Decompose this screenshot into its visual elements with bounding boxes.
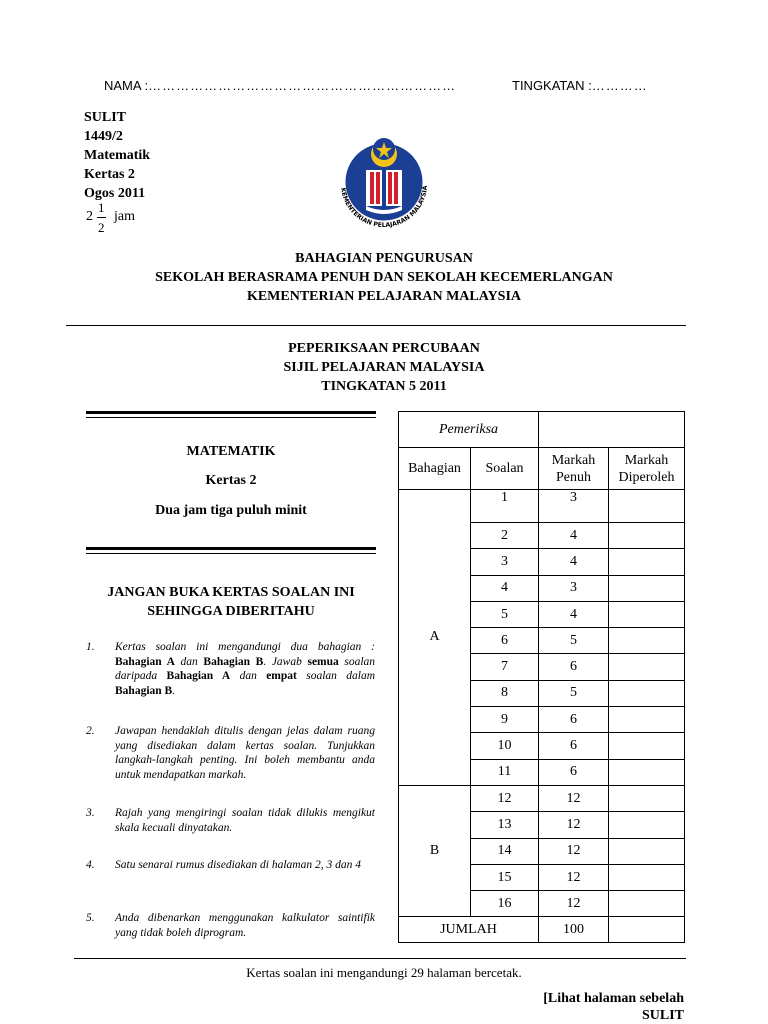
warning-line-2: SEHINGGA DIBERITAHU <box>147 604 315 619</box>
question-number: 12 <box>471 785 539 811</box>
instruction-number: 5. <box>86 912 95 924</box>
instruction-text: Satu senarai rumus disediakan di halaman 2, 3 dan 4 <box>115 859 361 871</box>
question-number: 4 <box>471 575 539 601</box>
divider <box>66 325 686 326</box>
total-full-marks: 100 <box>539 917 609 943</box>
marks-obtained-cell[interactable] <box>609 628 685 654</box>
full-marks: 12 <box>539 838 609 864</box>
question-number: 7 <box>471 654 539 680</box>
marks-obtained-cell[interactable] <box>609 838 685 864</box>
sulit-footer: SULIT <box>641 1008 684 1023</box>
ministry-logo-icon <box>329 132 439 236</box>
double-rule-top-thin <box>86 417 376 418</box>
form-line <box>512 78 648 93</box>
instruction-3 <box>86 806 376 836</box>
marks-obtained-cell[interactable] <box>609 523 685 549</box>
col-header-full-marks: Markah Penuh <box>539 448 609 490</box>
question-number: 8 <box>471 680 539 706</box>
full-marks: 12 <box>539 864 609 890</box>
page-count-note: Kertas soalan ini mengandungi 29 halaman bercetak. <box>246 965 522 980</box>
exam-line-3: TINGKATAN 5 2011 <box>321 379 447 394</box>
fraction-bar <box>97 217 106 218</box>
organization-line-2: SEKOLAH BERASRAMA PENUH DAN SEKOLAH KECEMERLANGAN <box>155 270 613 285</box>
paper-date: Ogos 2011 <box>84 186 146 201</box>
marks-obtained-cell[interactable] <box>609 759 685 785</box>
tingkatan-label: TINGKATAN : <box>512 78 592 93</box>
full-marks: 6 <box>539 707 609 733</box>
marks-table <box>398 411 685 943</box>
name-label: NAMA : <box>104 78 149 93</box>
duration-unit: jam <box>114 209 135 224</box>
question-number: 1 <box>471 490 539 523</box>
question-number: 13 <box>471 812 539 838</box>
subject-paper: Kertas 2 <box>205 473 257 488</box>
instruction-text: Jawapan hendaklah ditulis dengan jelas dalam ruang yang disediakan dalam kertas soalan. Tunjukkan langkah-langkah penting. Ini boleh membantu anda untuk mendapatkan markah. <box>115 725 375 781</box>
question-number: 16 <box>471 891 539 917</box>
marks-obtained-cell[interactable] <box>609 733 685 759</box>
double-rule-top <box>86 411 376 414</box>
col-header-marks-obtained: Markah Diperoleh <box>609 448 685 490</box>
full-marks: 5 <box>539 680 609 706</box>
sulit-label: SULIT <box>84 110 127 125</box>
marks-obtained-cell[interactable] <box>609 864 685 890</box>
exam-line-1: PEPERIKSAAN PERCUBAAN <box>288 341 480 356</box>
instruction-1 <box>86 640 376 700</box>
question-number: 3 <box>471 549 539 575</box>
question-number: 2 <box>471 523 539 549</box>
full-marks: 12 <box>539 812 609 838</box>
duration-whole: 2 <box>86 209 93 224</box>
double-rule-bottom <box>86 547 376 550</box>
full-marks: 6 <box>539 759 609 785</box>
instruction-number: 1. <box>86 641 95 653</box>
footer-divider <box>74 958 686 959</box>
warning-notice <box>86 583 376 621</box>
full-marks: 12 <box>539 785 609 811</box>
warning-line-1: JANGAN BUKA KERTAS SOALAN INI <box>107 585 355 600</box>
section-cell: B <box>399 785 471 916</box>
organization-line-1: BAHAGIAN PENGURUSAN <box>295 251 473 266</box>
marks-obtained-cell[interactable] <box>609 575 685 601</box>
full-marks: 3 <box>539 490 609 523</box>
organization-line-3: KEMENTERIAN PELAJARAN MALAYSIA <box>246 289 522 304</box>
question-number: 15 <box>471 864 539 890</box>
examiner-header: Pemeriksa <box>399 412 539 448</box>
question-number: 6 <box>471 628 539 654</box>
instruction-number: 4. <box>86 859 95 871</box>
marks-obtained-cell[interactable] <box>609 785 685 811</box>
full-marks: 4 <box>539 523 609 549</box>
paper-info <box>84 108 150 203</box>
next-page-note: [Lihat halaman sebelah <box>543 991 684 1006</box>
exam-heading <box>0 339 768 396</box>
examiner-cell[interactable] <box>539 412 685 448</box>
full-marks: 12 <box>539 891 609 917</box>
paper-subject: Matematik <box>84 148 151 163</box>
marks-obtained-cell[interactable] <box>609 707 685 733</box>
marks-obtained-cell[interactable] <box>609 654 685 680</box>
instruction-text: Rajah yang mengiringi soalan tidak dilukis mengikut skala kecuali dinyatakan. <box>115 807 375 834</box>
duration-denominator: 2 <box>98 220 105 235</box>
question-number: 9 <box>471 707 539 733</box>
name-line <box>104 78 456 93</box>
instruction-text: Anda dibenarkan menggunakan kalkulator saintifik yang tidak boleh diprogram. <box>115 912 375 939</box>
logo-text: KEMENTERIAN PELAJARAN MALAYSIA <box>339 185 430 230</box>
total-label: JUMLAH <box>399 917 539 943</box>
full-marks: 4 <box>539 549 609 575</box>
instruction-number: 2. <box>86 725 95 737</box>
duration-numerator: 1 <box>98 200 105 215</box>
instruction-text: Kertas soalan ini mengandungi dua bahagian : Bahagian A dan Bahagian B. Jawab semua soalan daripada Bahagian A dan empat soalan dalam Bahagian B. <box>115 641 376 697</box>
marks-obtained-cell[interactable] <box>609 812 685 838</box>
marks-obtained-cell[interactable] <box>609 891 685 917</box>
question-number: 10 <box>471 733 539 759</box>
section-cell: A <box>399 490 471 786</box>
subject-duration: Dua jam tiga puluh minit <box>155 503 307 518</box>
col-header-section: Bahagian <box>399 448 471 490</box>
marks-obtained-cell[interactable] <box>609 601 685 627</box>
question-number: 14 <box>471 838 539 864</box>
marks-obtained-cell[interactable] <box>609 549 685 575</box>
marks-obtained-cell[interactable] <box>609 680 685 706</box>
full-marks: 5 <box>539 628 609 654</box>
full-marks: 4 <box>539 601 609 627</box>
double-rule-bottom-thin <box>86 553 376 554</box>
subject-title: MATEMATIK <box>186 444 276 459</box>
tingkatan-field[interactable]: ………… <box>591 78 648 93</box>
name-field[interactable]: ………………………………………………………… <box>148 78 457 93</box>
marks-obtained-cell[interactable] <box>609 490 685 523</box>
organization-heading <box>0 249 768 306</box>
paper-code: 1449/2 <box>84 129 123 144</box>
full-marks: 6 <box>539 733 609 759</box>
exam-line-2: SIJIL PELAJARAN MALAYSIA <box>283 360 485 375</box>
full-marks: 6 <box>539 654 609 680</box>
duration <box>86 200 146 236</box>
instruction-2 <box>86 724 376 784</box>
instruction-5 <box>86 911 376 941</box>
total-obtained-cell[interactable] <box>609 917 685 943</box>
instruction-4 <box>86 858 376 888</box>
full-marks: 3 <box>539 575 609 601</box>
instruction-number: 3. <box>86 807 95 819</box>
question-number: 11 <box>471 759 539 785</box>
col-header-question: Soalan <box>471 448 539 490</box>
question-number: 5 <box>471 601 539 627</box>
paper-number: Kertas 2 <box>84 167 135 182</box>
